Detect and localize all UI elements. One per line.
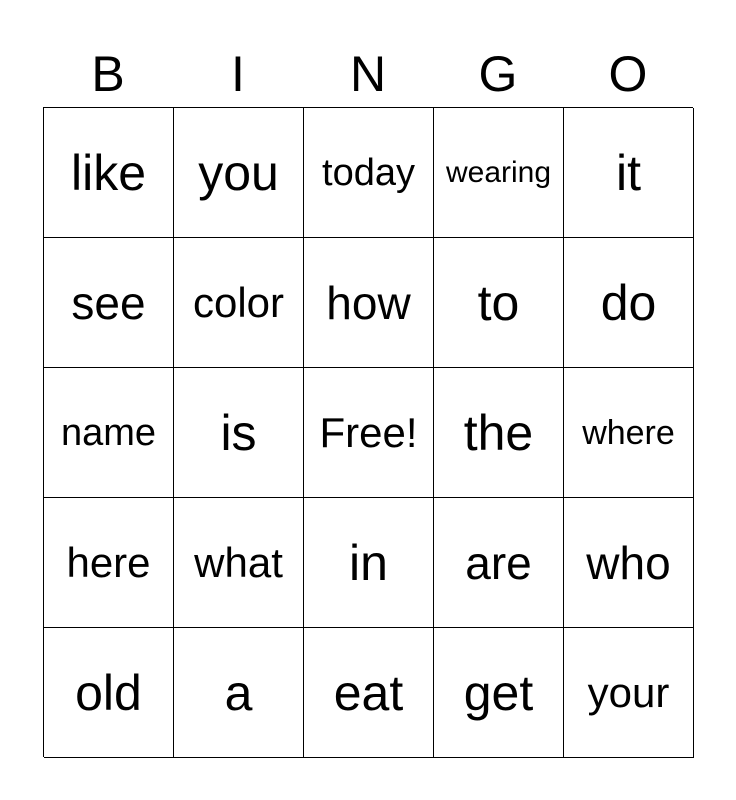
bingo-cell[interactable]: here xyxy=(44,498,174,628)
bingo-cell[interactable]: a xyxy=(174,628,304,758)
bingo-cell[interactable]: it xyxy=(564,108,694,238)
header-letter-n: N xyxy=(349,46,387,102)
bingo-cell[interactable]: wearing xyxy=(434,108,564,238)
bingo-cell[interactable]: is xyxy=(174,368,304,498)
bingo-cell[interactable]: like xyxy=(44,108,174,238)
header-letter-g: G xyxy=(478,46,518,102)
header-letter-i: I xyxy=(231,46,245,102)
bingo-cell[interactable]: how xyxy=(304,238,434,368)
bingo-header xyxy=(43,44,693,104)
bingo-cell[interactable]: you xyxy=(174,108,304,238)
bingo-cell[interactable]: where xyxy=(564,368,694,498)
bingo-cell[interactable]: in xyxy=(304,498,434,628)
bingo-cell[interactable]: what xyxy=(174,498,304,628)
bingo-cell[interactable]: do xyxy=(564,238,694,368)
bingo-cell[interactable]: are xyxy=(434,498,564,628)
bingo-cell[interactable]: today xyxy=(304,108,434,238)
bingo-board xyxy=(43,107,693,757)
bingo-cell[interactable]: color xyxy=(174,238,304,368)
header-letter-b: B xyxy=(91,46,125,102)
bingo-cell[interactable]: the xyxy=(434,368,564,498)
bingo-cell[interactable]: name xyxy=(44,368,174,498)
bingo-cell[interactable]: get xyxy=(434,628,564,758)
bingo-cell[interactable]: eat xyxy=(304,628,434,758)
bingo-cell[interactable]: your xyxy=(564,628,694,758)
free-space-cell[interactable]: Free! xyxy=(304,368,434,498)
bingo-cell[interactable]: who xyxy=(564,498,694,628)
bingo-cell[interactable]: to xyxy=(434,238,564,368)
bingo-cell[interactable]: old xyxy=(44,628,174,758)
header-letter-o: O xyxy=(608,46,648,102)
bingo-cell[interactable]: see xyxy=(44,238,174,368)
